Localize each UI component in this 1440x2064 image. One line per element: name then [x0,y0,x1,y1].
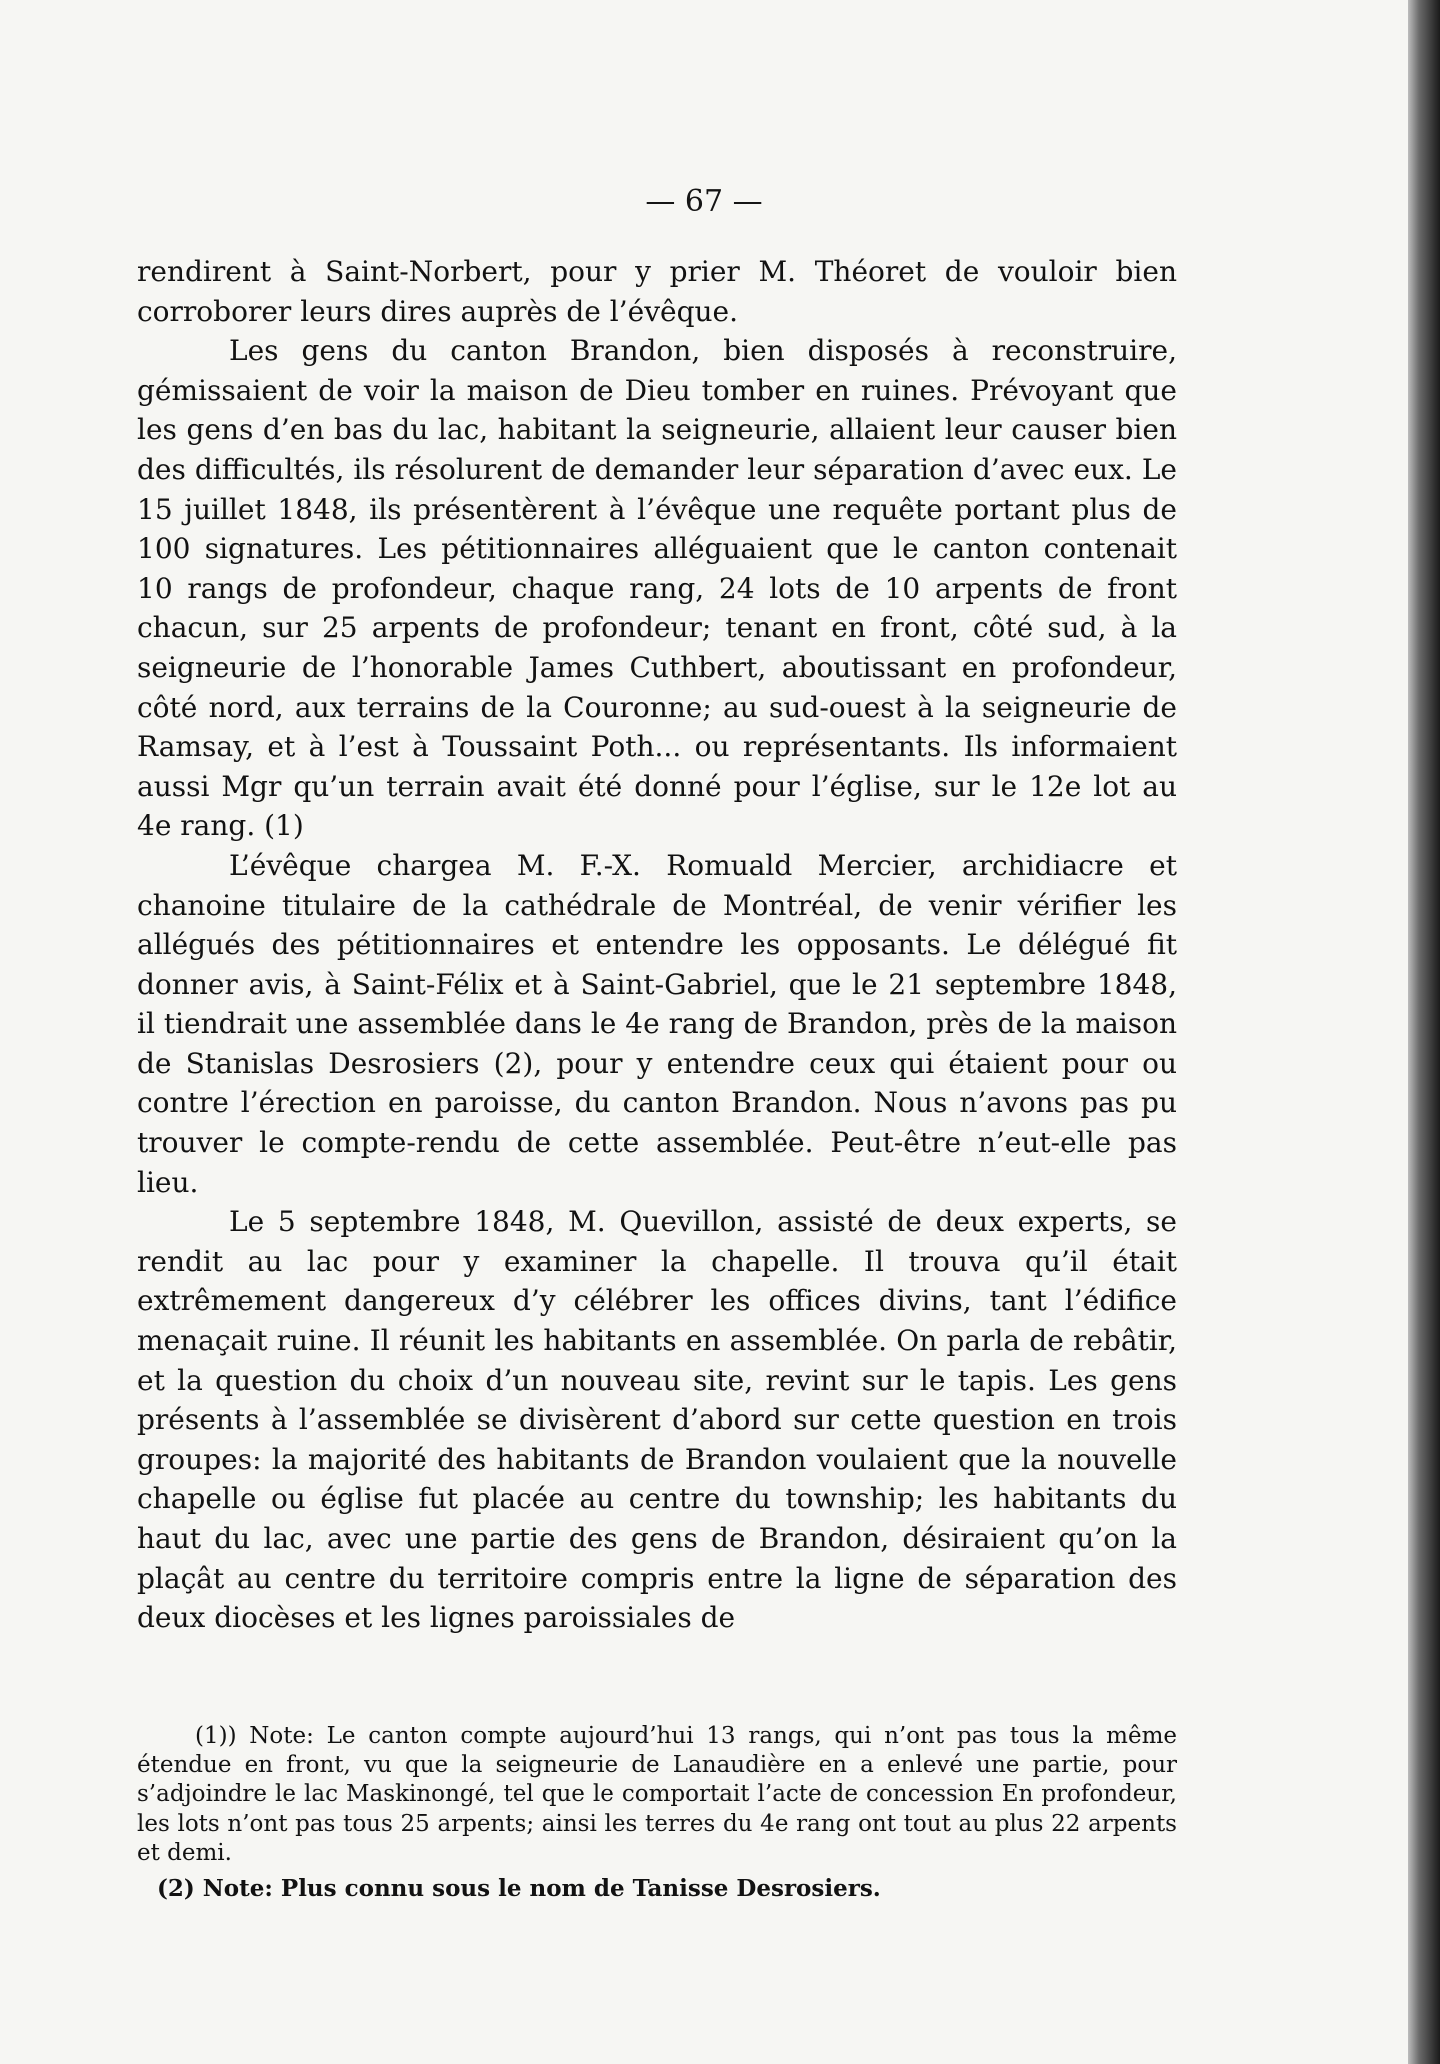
footnotes [137,1722,1177,1903]
paragraph-chapel: Le 5 septembre 1848, M. Quevillon, assisté de deux experts, se rendit au lac pour y examiner la chapelle. Il trouva qu’il était extrêmement dangereux d’y célébrer les offices divins, tant l’édifice menaçait ruine. Il réunit les habitants en assemblée. On parla de rebâtir, et la question du choix d’un nouveau site, revint sur le tapis. Les gens présents à l’assemblée se divisèrent d’abord sur cette question en trois groupes: la majorité des habitants de Brandon voulaient que la nouvelle chapelle ou église fut placée au centre du township; les habitants du haut du lac, avec une partie des gens de Brandon, désiraient qu’on la plaçât au centre du territoire compris entre la ligne de séparation des deux diocèses et les lignes paroissiales de [137,1205,1177,1635]
paragraph-petition: Les gens du canton Brandon, bien disposés à reconstruire, gémissaient de voir la maison de Dieu tomber en ruines. Prévoyant que les gens d’en bas du lac, habitant la seigneurie, allaient leur causer bien des difficultés, ils résolurent de demander leur séparation d’avec eux. Le 15 juillet 1848, ils présentèrent à l’évêque une requête portant plus de 100 signatures. Les pétitionnaires alléguaient que le canton contenait 10 rangs de profondeur, chaque rang, 24 lots de 10 arpents de front chacun, sur 25 arpents de profondeur; tenant en front, côté sud, à la seigneurie de l’honorable James Cuthbert, aboutissant en profondeur, côté nord, aux terrains de la Couronne; au sud-ouest à la seigneurie de Ramsay, et à l’est à Toussaint Poth... ou représentants. Ils informaient aussi Mgr qu’un terrain avait été donné pour l’église, sur le 12e lot au 4e rang. (1) [137,334,1177,843]
footnote-1: (1)) Note: Le canton compte aujourd’hui 13 rangs, qui n’ont pas tous la même étendue en front, vu que la seigneurie de Lanaudière en a enlevé une partie, pour s’adjoindre le lac Maskinongé, tel que le comportait l’acte de concession En profondeur, les lots n’ont pas tous 25 arpents; ainsi les terres du 4e rang ont tout au plus 22 arpents et demi. [137,1723,1177,1866]
paragraph-continued: rendirent à Saint-Norbert, pour y prier M. Théoret de vouloir bien corroborer leurs dires auprès de l’évêque. [137,255,1177,328]
paragraph-delegate: L’évêque chargea M. F.-X. Romuald Mercier, archidiacre et chanoine titulaire de la cathédrale de Montréal, de venir vérifier les allégués des pétitionnaires et entendre les opposants. Le délégué fit donner avis, à Saint-Félix et à Saint-Gabriel, que le 21 septembre 1848, il tiendrait une assemblée dans le 4e rang de Brandon, près de la maison de Stanislas Desrosiers (2), pour y entendre ceux qui étaient pour ou contre l’érection en paroisse, du canton Brandon. Nous n’avons pas pu trouver le compte-rendu de cette assemblée. Peut-être n’eut-elle pas lieu. [137,848,1177,1199]
footnote-2: (2) Note: Plus connu sous le nom de Tanisse Desrosiers. [157,1875,881,1903]
scan-border [1408,0,1440,2064]
main-text [137,252,1177,1638]
page-number: — 67 — [645,184,763,219]
